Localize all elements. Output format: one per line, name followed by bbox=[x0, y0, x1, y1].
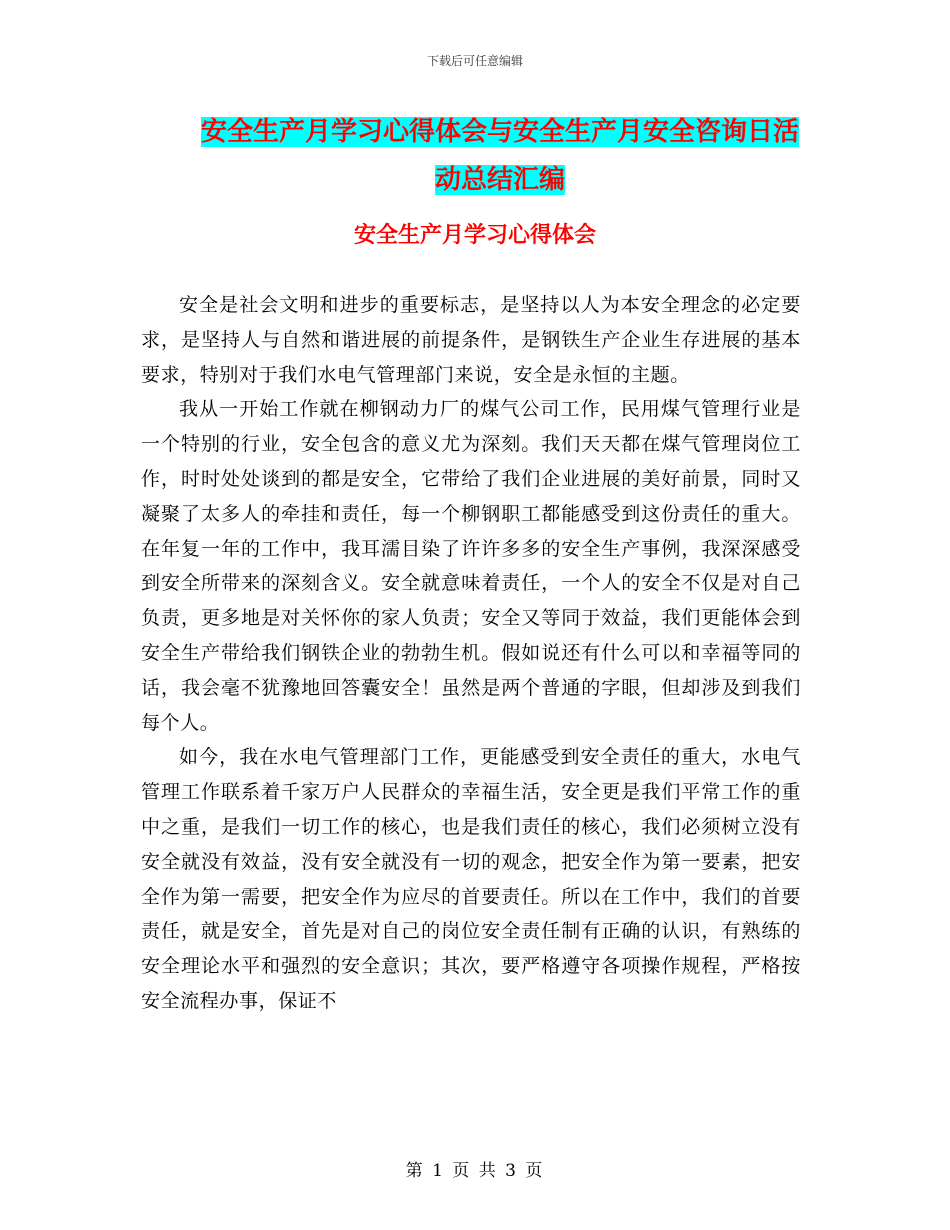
page-indicator: 第 1 页 共 3 页 bbox=[405, 1161, 545, 1181]
section-title: 安全生产月学习心得体会 bbox=[353, 223, 596, 248]
paragraph-3: 如今，我在水电气管理部门工作，更能感受到安全责任的重大，水电气管理工作联系着千家万户人民群众的幸福生活，安全更是我们平常工作的重中之重，是我们一切工作的核心，也是我们责任的核心，我们必须树立没有安全就没有效益，没有安全就没有一切的观念，把安全作为第一要素，把安全作为第一需要，把安全作为应尽的首要责任。所以在工作中，我们的首要责任，就是安全，首先是对自己的岗位安全责任制有正确的认识，有熟练的安全理论水平和强烈的安全意识；其次，要严格遵守各项操作规程，严格按安全流程办事，保证不 bbox=[141, 746, 801, 1012]
document-body bbox=[141, 288, 801, 1019]
document-title-highlight: 安全生产月学习心得体会与安全生产月安全咨询日活动总结汇编 bbox=[200, 117, 799, 195]
document-title bbox=[190, 108, 810, 204]
paragraph-2: 我从一开始工作就在柳钢动力厂的煤气公司工作，民用煤气管理行业是一个特别的行业，安全包含的意义尤为深刻。我们天天都在煤气管理岗位工作，时时处处谈到的都是安全，它带给了我们企业进展的美好前景，同时又凝聚了太多人的牵挂和责任，每一个柳钢职工都能感受到这份责任的重大。在年复一年的工作中，我耳濡目染了许许多多的安全生产事例，我深深感受到安全所带来的深刻含义。安全就意味着责任，一个人的安全不仅是对自己负责，更多地是对关怀你的家人负责；安全又等同于效益，我们更能体会到安全生产带给我们钢铁企业的勃勃生机。假如说还有什么可以和幸福等同的话，我会毫不犹豫地回答囊安全！虽然是两个普通的字眼，但却涉及到我们每个人。 bbox=[141, 398, 801, 734]
header-note: 下载后可任意编辑 bbox=[426, 54, 523, 68]
paragraph-1: 安全是社会文明和进步的重要标志，是坚持以人为本安全理念的必定要求，是坚持人与自然和谐进展的前提条件，是钢铁生产企业生存进展的基本要求，特别对于我们水电气管理部门来说，安全是永恒的主题。 bbox=[141, 294, 801, 386]
